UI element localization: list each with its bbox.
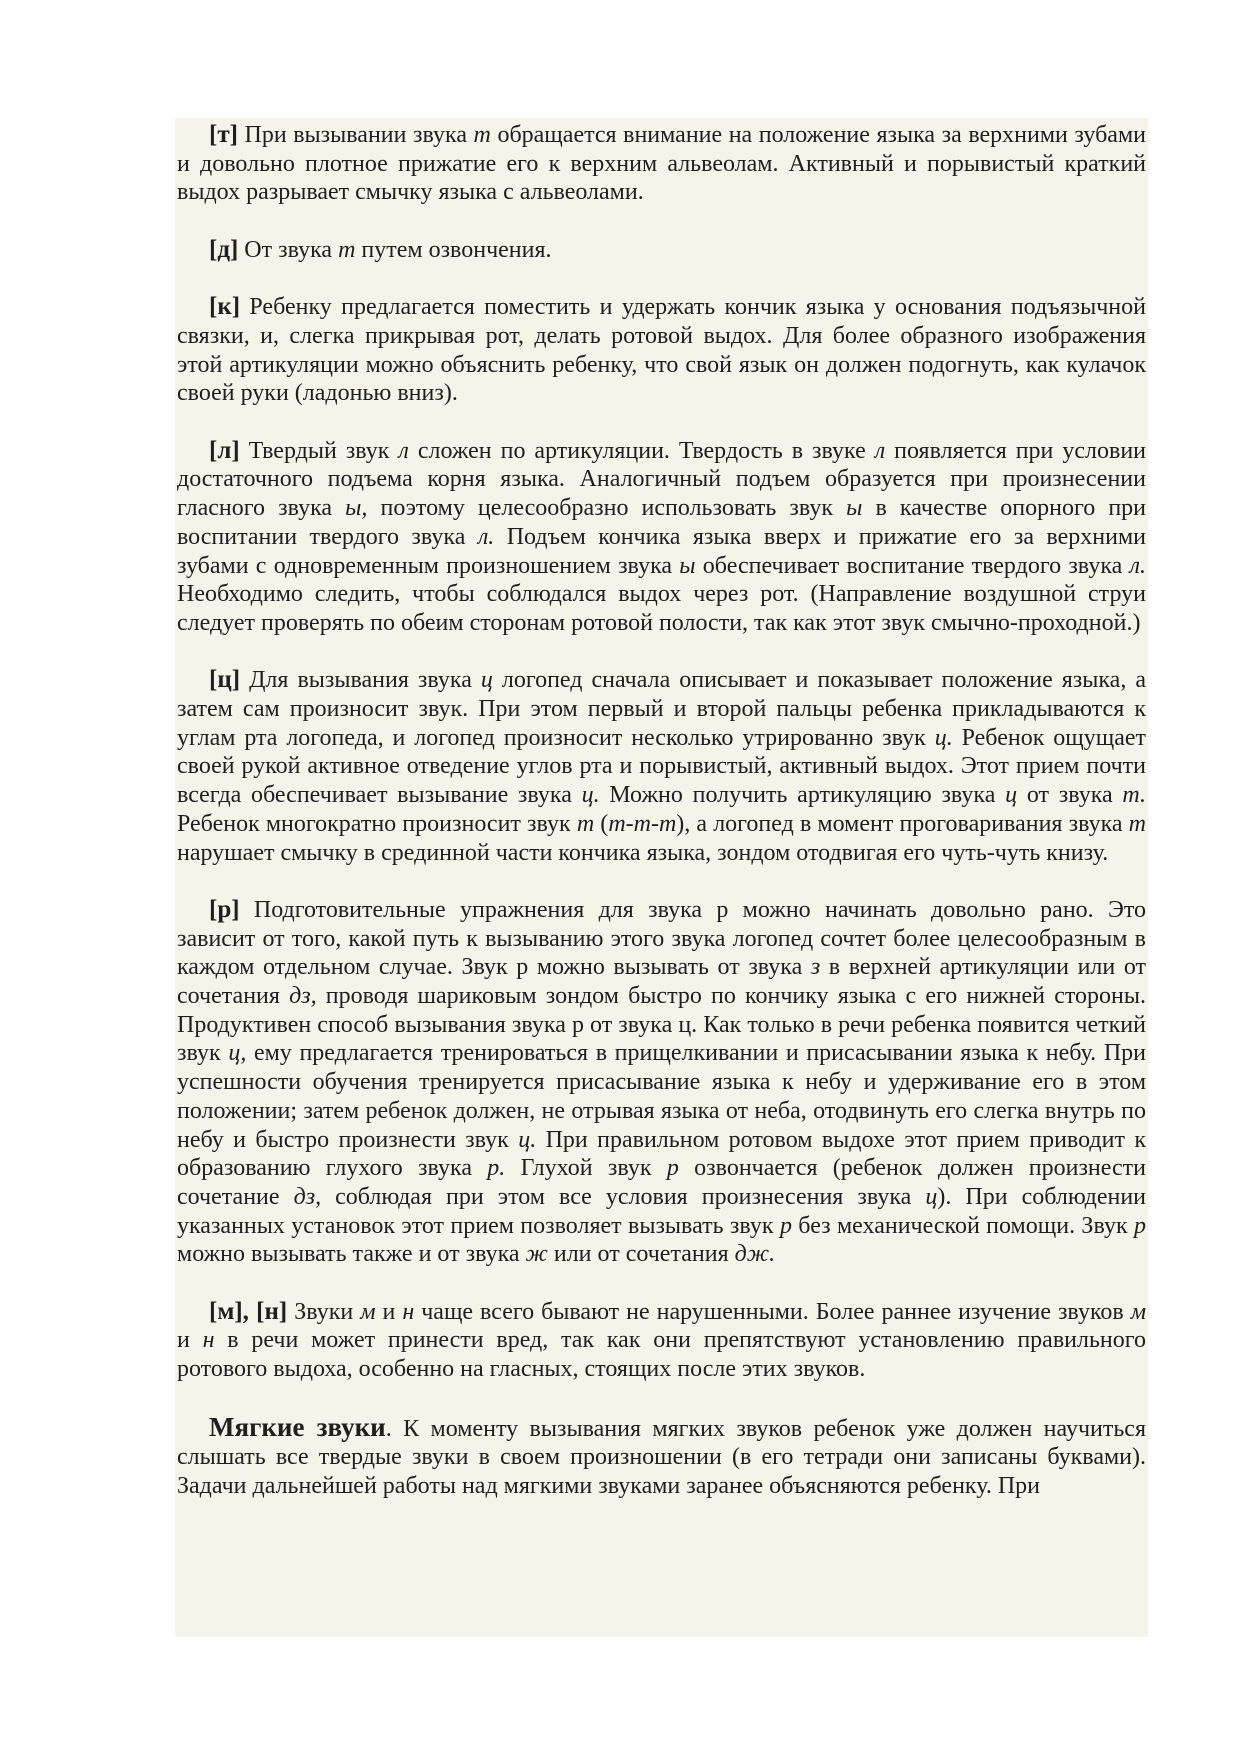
text-run: Ребенку предлагается поместить и удержать кончик языка у основания подъязычной связки, и, слегка прикрывая рот, делать ротовой выдох. Для более образного изображения этой артикуляции можно объяснить ребенку, что свой язык он должен подогнуть, как кулачок своей руки (ладонью вниз). [177,294,1146,407]
text-run: соблюдая при этом все условия произнесения звука [321,1183,926,1210]
italic-sound: л [874,437,886,464]
sound-label: [т] [209,121,238,148]
text-run: Подготовительные упражнения для звука р можно начинать довольно рано. Это зависит от того, какой путь к вызыванию этого звука логопед сочтет более целесообразным в каждом отдельном случае. Звук р можно вызывать от звука [177,896,1146,981]
text-run: От звука [238,236,339,263]
italic-sound: м [360,1298,376,1325]
paragraph [177,437,1146,638]
text-run: Для вызывания звука [240,667,481,694]
italic-sound: ц. [518,1126,537,1153]
paragraph [177,121,1146,207]
text-run: чаще всего бывают не нарушенными. Более раннее изучение звуков [414,1298,1131,1325]
italic-sound: л. [1129,552,1146,579]
text-run: ему предлагается тренироваться в прищелкивании и присасывании языка к небу. При успешности обучения тренируется присасывание языка к небу и удерживание его в этом положении; затем ребенок должен, не отрывая языка от неба, отодвинуть его слегка внутрь по небу и быстро произнести звук [177,1040,1147,1153]
italic-sound: дз, [289,983,317,1010]
paragraph [177,236,1146,265]
italic-sound: ц [925,1183,938,1210]
text-run: Подъем кончика языка вверх и прижатие его за верхними зубами с одновременным произношением звука [177,523,1146,579]
italic-sound: ц [480,667,493,694]
italic-sound: л. [477,523,495,550]
text-run: . К моменту вызывания мягких звуков ребенок уже должен научиться слышать все твердые звуки в своем произношении (в его тетради они записаны буквами). Задачи дальнейшей работы над мягкими звуками заранее объясняются ребенку. При [177,1415,1146,1499]
text-run: Необходимо следить, чтобы соблюдался выдох через рот. (Направление воздушной струи следует проверять по обеим сторонам ротовой полости, так как этот звук смычно-проходной.) [177,581,1146,636]
text-run: сложен по артикуляции. Твердость в звуке [408,437,875,464]
italic-sound: ц, [228,1040,247,1067]
italic-sound: ц. [581,782,600,809]
italic-sound: т. [1122,782,1146,809]
italic-sound: н [402,1298,415,1325]
paragraph [177,896,1146,1269]
text-run: и [375,1298,403,1325]
text-run: ). При соблюдении указанных установок этот прием позволяет вызывать звук [177,1183,1147,1239]
text-run: в верхней артикуляции или от сочетания [177,954,1146,1010]
text-run: При вызывании звука [237,122,474,148]
text-run: Глухой звук [505,1155,667,1182]
italic-sound: ы [679,552,696,579]
text-run: ), а логопед в момент проговаривания звука [676,810,1129,837]
text-run: без механической помощи. Звук [791,1212,1134,1239]
italic-sound: т [338,236,356,263]
text-run: Можно получить артикуляцию звука [599,782,1006,809]
text-run: в качестве опорного при воспитании твердого звука [177,495,1147,550]
italic-sound: ц [1005,782,1018,809]
text-run: нарушает смычку в срединной части кончика языка, зондом отодвигая его чуть-чуть книзу. [177,839,1109,866]
italic-sound: ы [846,495,863,522]
text-run: появляется при условии достаточного подъема корня языка. Аналогичный подъем образуется при произнесении гласного звука [177,437,1147,522]
italic-sound: т [1128,810,1147,837]
sound-label: [ц] [209,666,241,694]
text-run: или от сочетания [547,1241,735,1268]
paragraph [177,1298,1146,1384]
italic-sound: дж. [734,1241,776,1268]
sound-label: [л] [209,436,240,464]
italic-sound: л [398,437,409,464]
italic-sound: т [576,810,595,837]
text-run: логопед сначала описывает и показывает положение языка, а затем сам произносит звук. При этом первый и второй пальцы ребенка прикладываются к углам рта логопеда, и логопед произносит несколько утрированно звук [177,667,1146,751]
italic-sound: т [473,122,491,148]
sound-label: [к] [209,293,241,321]
text-run: Твердый звук [239,437,399,464]
italic-sound: р [1134,1212,1146,1239]
italic-sound: ц. [934,724,953,751]
text-run: поэтому целесообразно использовать звук [367,495,847,522]
italic-sound: р. [487,1155,506,1182]
text-run: озвончается (ребенок должен произнести сочетание [177,1155,1146,1210]
italic-sound: н [202,1327,215,1354]
italic-sound: ы, [345,495,368,522]
text-run: можно вызывать также и от звука [177,1241,526,1268]
sound-label: [м], [н] [209,1297,288,1325]
document-page [175,118,1148,1637]
text-run: При правильном ротовом выдохе этот прием приводит к образованию глухого звука [177,1126,1146,1182]
text-run: Ребенок многократно произносит звук [177,810,577,837]
paragraph [177,293,1146,408]
italic-sound: ж [525,1241,548,1268]
italic-sound: р [779,1212,792,1239]
italic-sound: м [1130,1298,1147,1325]
paragraph [177,1413,1146,1501]
italic-sound: з [810,954,821,981]
text-run: обеспечивает воспитание твердого звука [695,552,1130,579]
text-run: путем озвончения. [355,236,552,263]
text-run: Звуки [287,1298,361,1325]
sound-label: [р] [209,895,240,923]
text-run: в речи может принести вред, так как они препятствуют установлению правильного ротового выдоха, особенно на гласных, стоящих после этих звуков. [177,1327,1147,1383]
text-run: обращается внимание на положение языка за верхними зубами и довольно плотное прижатие его к верхним альвеолам. Активный и порывистый краткий выдох разрывает смычку языка с альвеолами. [177,122,1146,206]
text-run: ( [594,810,609,837]
text-run: Ребенок ощущает своей рукой активное отведение углов рта и порывистый, активный выдох. Этот прием почти всегда обеспечивает вызывание звука [177,724,1146,809]
text-run: и [177,1327,203,1354]
paragraph [177,666,1146,867]
text-run: от звука [1017,782,1123,809]
italic-sound: дз, [293,1183,322,1210]
section-heading: Мягкие звуки [209,1411,386,1442]
text-run: проводя шариковым зондом быстро по кончику языка с его нижней стороны. Продуктивен способ вызывания звука р от звука ц. Как только в речи ребенка появится четкий звук [177,983,1146,1067]
italic-sound: р [666,1155,679,1182]
italic-sound: т-т-т [608,810,677,837]
sound-label: [д] [209,235,239,263]
